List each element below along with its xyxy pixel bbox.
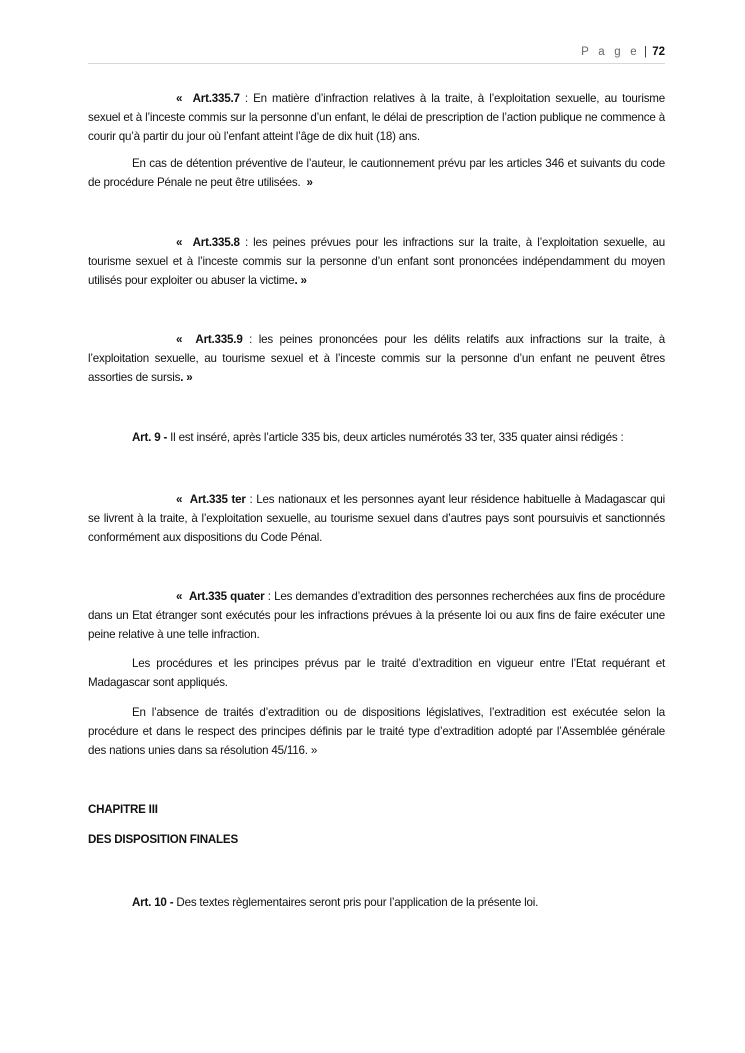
open-quote: « bbox=[176, 493, 183, 506]
open-quote: « bbox=[176, 590, 183, 603]
page-header bbox=[88, 45, 665, 59]
chapter-title: CHAPITRE III bbox=[88, 803, 158, 816]
page-number: 72 bbox=[652, 46, 665, 58]
open-quote: « bbox=[176, 333, 183, 346]
paragraph-absence-traites bbox=[88, 703, 665, 760]
paragraph-text: Des textes règlementaires seront pris pour l’application de la présente loi. bbox=[173, 896, 539, 909]
paragraph-text: : Les demandes d’extradition des personnes recherchées aux fins de procédure dans un Etat étranger sont exécutés pour les infractions prévues à la présente loi ou aux fins de faire exécuter une peine relative à une telle infraction. bbox=[88, 590, 665, 641]
paragraph-procedures bbox=[88, 654, 665, 692]
paragraph-art-10 bbox=[88, 893, 665, 912]
open-quote: « bbox=[176, 236, 183, 249]
page-label: P a g e bbox=[581, 46, 640, 58]
paragraph-art-335-9 bbox=[88, 330, 665, 387]
paragraph-text: Il est inséré, après l’article 335 bis, deux articles numérotés 33 ter, 335 quater ainsi rédigés : bbox=[167, 431, 624, 444]
article-ref: Art. 9 - bbox=[132, 431, 168, 444]
paragraph-text: En l’absence de traités d’extradition ou de dispositions législatives, l’extradition est exécutée selon la procédure et dans le respect des principes définis par le traité type d’extradition adopté par l’Assemblée générale des nations unies dans sa résolution 45/116. » bbox=[88, 706, 665, 757]
article-ref: Art. 10 - bbox=[132, 896, 174, 909]
open-quote: « bbox=[176, 92, 183, 105]
paragraph-text: : Les nationaux et les personnes ayant leur résidence habituelle à Madagascar qui se livrent à la traite, à l’exploitation sexuelle, au tourisme sexuel dans d’autres pays sont poursuivis et sanctionnés conformément aux dispositions du Code Pénal. bbox=[88, 493, 666, 544]
paragraph-detention bbox=[88, 154, 665, 192]
paragraph-art-335-ter bbox=[88, 490, 665, 547]
paragraph-text: En cas de détention préventive de l’auteur, le cautionnement prévu par les articles 346 et suivants du code de procédure Pénale ne peut être utilisées. bbox=[88, 157, 665, 189]
article-ref: Art.335 ter bbox=[189, 493, 246, 506]
page-separator: | bbox=[644, 46, 647, 58]
chapter-subtitle: DES DISPOSITION FINALES bbox=[88, 833, 239, 846]
article-ref: Art.335.7 bbox=[192, 92, 240, 105]
paragraph-text: : les peines prononcées pour les délits relatifs aux infractions sur la traite, à l’exploitation sexuelle, au tourisme sexuel et à l’inceste commis sur la personne d’un enfant ne peuvent êtres assorties de sursis bbox=[88, 333, 666, 384]
paragraph-text: : les peines prévues pour les infractions sur la traite, à l’exploitation sexuelle, au tourisme sexuel et à l’inceste commis sur la personne d’un enfant sont prononcées indépendamment du moyen utilisés pour exploiter ou abuser la victime bbox=[88, 236, 666, 287]
article-ref: Art.335 quater bbox=[188, 590, 265, 603]
header-rule bbox=[88, 63, 665, 64]
article-ref: Art.335.8 bbox=[192, 236, 240, 249]
close-quote: » bbox=[306, 176, 313, 189]
close-quote: . » bbox=[180, 371, 193, 384]
article-ref: Art.335.9 bbox=[195, 333, 243, 346]
paragraph-text: Les procédures et les principes prévus par le traité d’extradition en vigueur entre l’Etat requérant et Madagascar sont appliqués. bbox=[88, 657, 665, 689]
close-quote: . » bbox=[294, 274, 307, 287]
paragraph-art-335-8 bbox=[88, 233, 665, 290]
paragraph-art-335-quater bbox=[88, 587, 665, 644]
paragraph-art-335-7 bbox=[88, 89, 665, 146]
paragraph-art-9 bbox=[88, 428, 665, 447]
paragraph-text: : En matière d’infraction relatives à la traite, à l’exploitation sexuelle, au tourisme sexuel et à l’inceste commis sur la personne d’un enfant, le délai de prescription de l’action publique ne commence à courir qu’à partir du jour où l’enfant atteint l’âge de dix huit (18) ans. bbox=[88, 92, 665, 143]
